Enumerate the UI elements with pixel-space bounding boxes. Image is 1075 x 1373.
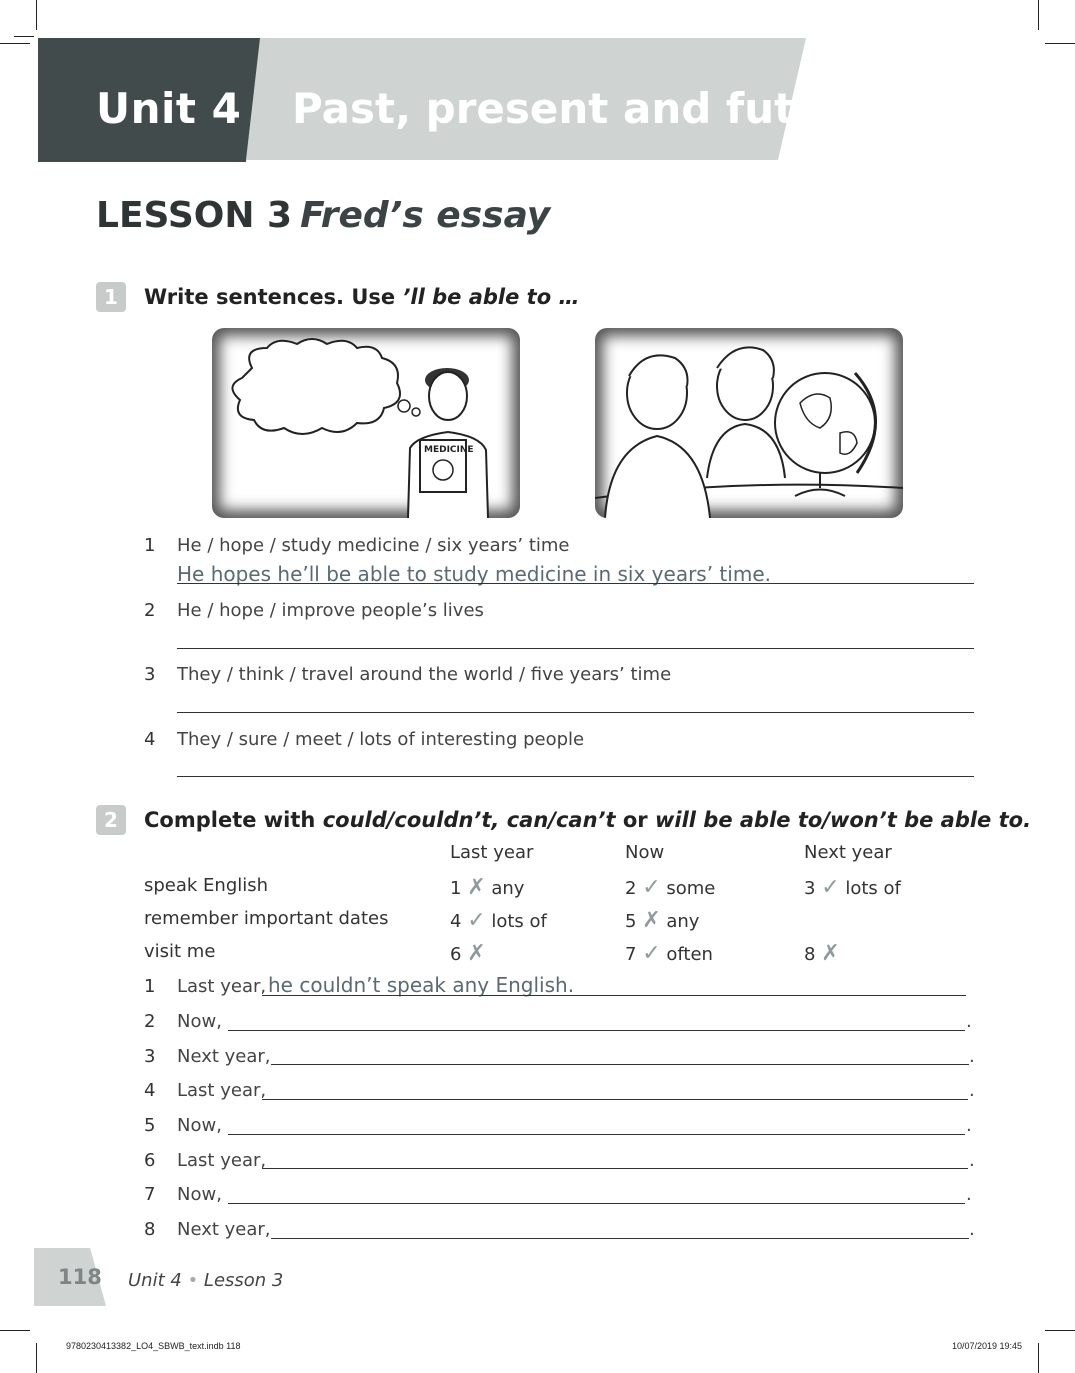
ex1-item-prompt: They / sure / meet / lots of interesting people — [177, 729, 585, 750]
two-boys-globe-illustration — [595, 328, 903, 518]
ex1-answer-line-3[interactable] — [177, 712, 974, 713]
ex1-answer-line-4[interactable] — [177, 776, 974, 777]
ex2-answer-line-8[interactable] — [271, 1238, 969, 1239]
exercise-1-badge: 1 — [96, 282, 126, 312]
ex1-example-answer: He hopes he’ll be able to study medicine in six years’ time. — [177, 562, 771, 586]
ex1-answer-line-2[interactable] — [177, 648, 974, 649]
ex2-item-prompt: Last year, — [177, 1150, 267, 1171]
print-slug-date: 10/07/2019 19:45 — [952, 1341, 1023, 1351]
crop-mark — [36, 0, 37, 30]
table-cell: 7 ✓ often — [625, 941, 713, 966]
print-slug-file: 9780230413382_LO4_SBWB_text.indb 118 — [66, 1341, 241, 1351]
ex2-item-number: 5 — [144, 1115, 156, 1136]
thinking-boy-illustration — [212, 328, 520, 518]
ex2-answer-line-2[interactable] — [228, 1030, 965, 1031]
ex2-item-prompt: Now, — [177, 1115, 222, 1136]
unit-title: Past, present and future — [292, 84, 874, 133]
lesson-label: LESSON 3 — [96, 195, 293, 236]
crop-mark — [1045, 1330, 1075, 1331]
exercise-2-instruction: Complete with could/couldn’t, can/can’t or will be able to/won’t be able to. — [144, 808, 1032, 832]
page-number: 118 — [58, 1265, 102, 1289]
cross-icon: ✗ — [821, 941, 840, 966]
ex2-answer-line-5[interactable] — [228, 1134, 965, 1135]
table-cell: 4 ✓ lots of — [450, 908, 547, 933]
row-label: visit me — [144, 941, 216, 962]
table-cell: 8 ✗ — [804, 941, 840, 966]
ex2-item-prompt: Now, — [177, 1184, 222, 1205]
ex1-item-number: 4 — [144, 729, 156, 750]
footer-running-title: Unit 4 • Lesson 3 — [128, 1270, 284, 1291]
ex2-item-prompt: Next year, — [177, 1219, 271, 1240]
ex2-item-number: 7 — [144, 1184, 156, 1205]
ex2-answer-line-4[interactable] — [262, 1099, 968, 1100]
cross-icon: ✗ — [642, 908, 661, 933]
ex2-line-end: . — [966, 1184, 972, 1205]
ex2-answer-line-3[interactable] — [271, 1064, 969, 1065]
ex2-answer-line-7[interactable] — [228, 1203, 965, 1204]
ex2-item-number: 3 — [144, 1046, 156, 1067]
crop-mark — [1045, 43, 1075, 44]
ex2-item-number: 1 — [144, 976, 156, 997]
cross-icon: ✗ — [467, 875, 486, 900]
picture-thinking-boy — [212, 328, 520, 518]
table-cell: 3 ✓ lots of — [804, 875, 901, 900]
medicine-book-title: MEDICINE — [424, 445, 474, 455]
ex2-line-end: . — [969, 1150, 975, 1171]
ex2-line-end: . — [969, 1080, 975, 1101]
column-header-next-year: Next year — [804, 842, 892, 863]
check-icon: ✓ — [467, 908, 486, 933]
check-icon: ✓ — [642, 875, 661, 900]
ex1-item-prompt: They / think / travel around the world / five years’ time — [177, 664, 672, 685]
crop-mark — [1038, 0, 1039, 30]
exercise-2-badge: 2 — [96, 805, 126, 835]
lesson-name: Fred’s essay — [300, 195, 551, 236]
exercise-1-instruction: Write sentences. Use ’ll be able to … — [144, 285, 580, 309]
cross-icon: ✗ — [467, 941, 486, 966]
ex2-answer-line-1[interactable] — [262, 995, 966, 996]
row-label: remember important dates — [144, 908, 389, 929]
table-cell: 5 ✗ any — [625, 908, 700, 933]
ex2-item-number: 2 — [144, 1011, 156, 1032]
ex2-line-end: . — [969, 1046, 975, 1067]
ex1-answer-line-1[interactable] — [177, 583, 974, 584]
table-cell: 2 ✓ some — [625, 875, 716, 900]
ex2-line-end: . — [966, 1011, 972, 1032]
ex2-line-end: . — [969, 1219, 975, 1240]
ex2-item-prompt: Next year, — [177, 1046, 271, 1067]
column-header-now: Now — [625, 842, 665, 863]
ex2-example-answer: he couldn’t speak any English. — [268, 973, 575, 997]
crop-mark — [0, 1330, 30, 1331]
crop-mark — [0, 43, 30, 44]
crop-mark — [1038, 1343, 1039, 1373]
table-cell: 6 ✗ — [450, 941, 486, 966]
crop-mark — [14, 36, 34, 37]
column-header-last-year: Last year — [450, 842, 534, 863]
ex2-line-end: . — [966, 1115, 972, 1136]
ex1-item-number: 3 — [144, 664, 156, 685]
ex2-answer-line-6[interactable] — [262, 1168, 968, 1169]
ex2-item-number: 6 — [144, 1150, 156, 1171]
row-label: speak English — [144, 875, 269, 896]
lesson-heading — [96, 195, 550, 236]
ex1-item-prompt: He / hope / study medicine / six years’ time — [177, 535, 570, 556]
ex2-item-number: 8 — [144, 1219, 156, 1240]
crop-mark — [36, 1343, 37, 1373]
ex2-item-number: 4 — [144, 1080, 156, 1101]
ex1-item-number: 2 — [144, 600, 156, 621]
check-icon: ✓ — [642, 941, 661, 966]
ex2-item-prompt: Now, — [177, 1011, 222, 1032]
ex1-item-prompt: He / hope / improve people’s lives — [177, 600, 484, 621]
ex2-item-prompt: Last year, — [177, 976, 267, 997]
unit-label: Unit 4 — [96, 84, 242, 133]
table-cell: 1 ✗ any — [450, 875, 525, 900]
ex1-item-number: 1 — [144, 535, 156, 556]
ex2-item-prompt: Last year, — [177, 1080, 267, 1101]
picture-two-boys-globe — [595, 328, 903, 518]
check-icon: ✓ — [821, 875, 840, 900]
